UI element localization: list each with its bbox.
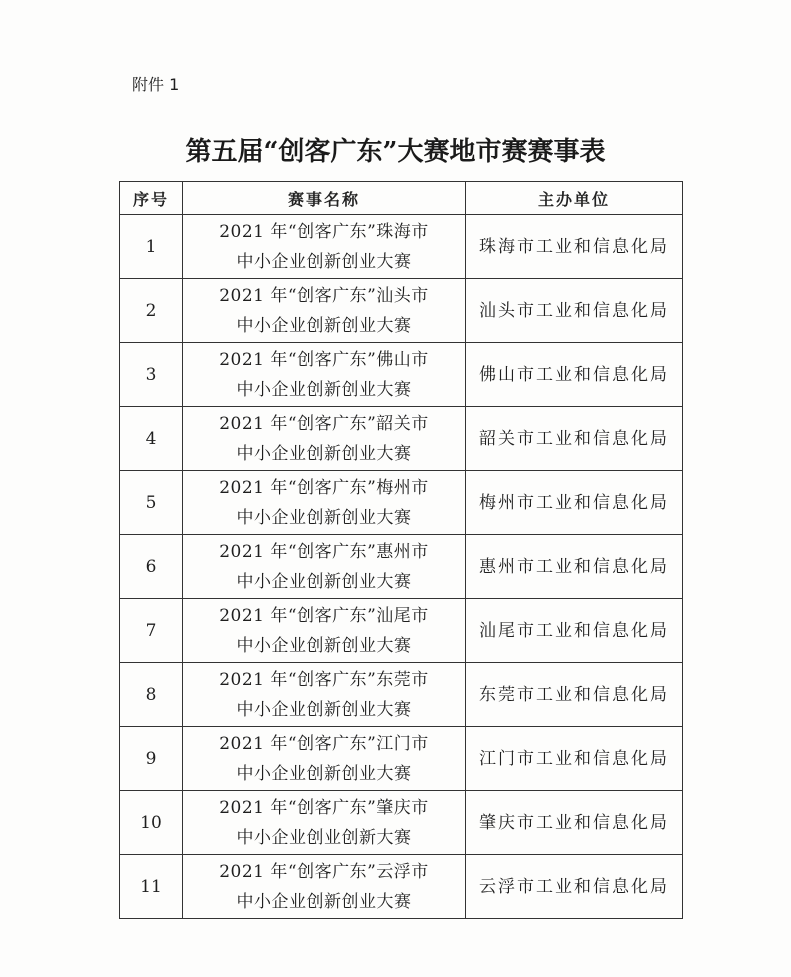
cell-serial-number: 2 xyxy=(120,279,183,343)
event-name-line-1: 2021 年“创客广东”梅州市 xyxy=(219,477,429,498)
event-name-line-1: 2021 年“创客广东”珠海市 xyxy=(219,221,429,242)
table-row xyxy=(120,599,683,663)
cell-serial-number: 11 xyxy=(120,855,183,919)
events-table xyxy=(119,181,683,919)
attachment-label: 附件 1 xyxy=(132,75,180,94)
document-title: 第五届“创客广东”大赛地市赛赛事表 xyxy=(185,137,606,167)
event-name-line-1: 2021 年“创客广东”惠州市 xyxy=(219,541,429,562)
cell-organizer: 肇庆市工业和信息化局 xyxy=(466,791,683,855)
cell-serial-number: 8 xyxy=(120,663,183,727)
event-name-line-2: 中小企业创业创新大赛 xyxy=(236,827,412,848)
table-row xyxy=(120,791,683,855)
event-name-line-2: 中小企业创新创业大赛 xyxy=(236,251,412,272)
cell-event-name xyxy=(183,535,466,599)
event-name-line-2: 中小企业创新创业大赛 xyxy=(236,635,412,656)
table-row xyxy=(120,471,683,535)
cell-event-name xyxy=(183,215,466,279)
cell-event-name xyxy=(183,407,466,471)
table-row xyxy=(120,343,683,407)
cell-serial-number: 6 xyxy=(120,535,183,599)
header-serial-number: 序号 xyxy=(120,182,183,215)
cell-organizer: 珠海市工业和信息化局 xyxy=(466,215,683,279)
cell-serial-number: 10 xyxy=(120,791,183,855)
cell-organizer: 汕头市工业和信息化局 xyxy=(466,279,683,343)
event-name-line-2: 中小企业创新创业大赛 xyxy=(236,571,412,592)
event-name-line-1: 2021 年“创客广东”佛山市 xyxy=(219,349,429,370)
cell-organizer: 江门市工业和信息化局 xyxy=(466,727,683,791)
event-name-line-1: 2021 年“创客广东”韶关市 xyxy=(219,413,429,434)
event-name-line-2: 中小企业创新创业大赛 xyxy=(236,315,412,336)
table-header-row xyxy=(120,182,683,215)
cell-event-name xyxy=(183,663,466,727)
cell-organizer: 云浮市工业和信息化局 xyxy=(466,855,683,919)
cell-serial-number: 7 xyxy=(120,599,183,663)
event-name-line-2: 中小企业创新创业大赛 xyxy=(236,699,412,720)
table-row xyxy=(120,535,683,599)
cell-organizer: 汕尾市工业和信息化局 xyxy=(466,599,683,663)
event-name-line-1: 2021 年“创客广东”东莞市 xyxy=(219,669,429,690)
event-name-line-2: 中小企业创新创业大赛 xyxy=(236,507,412,528)
cell-serial-number: 4 xyxy=(120,407,183,471)
table-row xyxy=(120,279,683,343)
cell-organizer: 惠州市工业和信息化局 xyxy=(466,535,683,599)
cell-serial-number: 1 xyxy=(120,215,183,279)
cell-serial-number: 9 xyxy=(120,727,183,791)
table-row xyxy=(120,215,683,279)
header-event-name: 赛事名称 xyxy=(183,182,466,215)
event-name-line-1: 2021 年“创客广东”汕头市 xyxy=(219,285,429,306)
header-organizer: 主办单位 xyxy=(466,182,683,215)
cell-organizer: 梅州市工业和信息化局 xyxy=(466,471,683,535)
cell-organizer: 韶关市工业和信息化局 xyxy=(466,407,683,471)
cell-serial-number: 5 xyxy=(120,471,183,535)
event-name-line-2: 中小企业创新创业大赛 xyxy=(236,763,412,784)
table-row xyxy=(120,663,683,727)
cell-serial-number: 3 xyxy=(120,343,183,407)
cell-event-name xyxy=(183,599,466,663)
table-row xyxy=(120,727,683,791)
table-row xyxy=(120,855,683,919)
event-name-line-1: 2021 年“创客广东”汕尾市 xyxy=(219,605,429,626)
event-name-line-1: 2021 年“创客广东”江门市 xyxy=(219,733,429,754)
cell-organizer: 东莞市工业和信息化局 xyxy=(466,663,683,727)
event-name-line-1: 2021 年“创客广东”云浮市 xyxy=(219,861,429,882)
event-name-line-2: 中小企业创新创业大赛 xyxy=(236,891,412,912)
cell-event-name xyxy=(183,343,466,407)
event-name-line-2: 中小企业创新创业大赛 xyxy=(236,379,412,400)
cell-event-name xyxy=(183,855,466,919)
cell-event-name xyxy=(183,471,466,535)
table-row xyxy=(120,407,683,471)
cell-event-name xyxy=(183,727,466,791)
cell-event-name xyxy=(183,791,466,855)
event-name-line-1: 2021 年“创客广东”肇庆市 xyxy=(219,797,429,818)
cell-event-name xyxy=(183,279,466,343)
cell-organizer: 佛山市工业和信息化局 xyxy=(466,343,683,407)
event-name-line-2: 中小企业创新创业大赛 xyxy=(236,443,412,464)
